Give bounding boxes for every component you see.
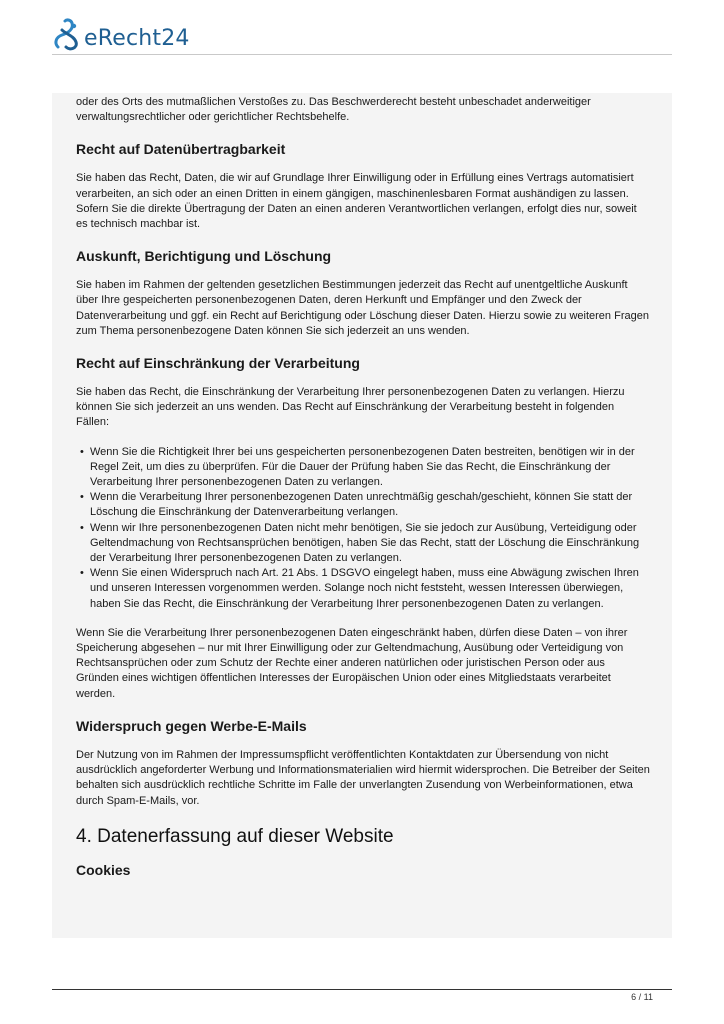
document-body [52,93,672,938]
erecht24-logo [52,16,190,52]
section-heading-einschraenkung: Recht auf Einschränkung der Verarbeitung [76,355,360,372]
list-item: • Wenn Sie einen Widerspruch nach Art. 21 Abs. 1 DSGVO eingelegt haben, muss eine Abwägung zwischen Ihren und unseren Interessen vorgenommen werden. Solange noch nicht feststeht, wessen Interessen überwiegen, haben Sie das Recht, die Einschränkung der Verarbeitung Ihrer personenbezogenen Daten zu verlangen. [80,567,639,610]
bullet-icon: • [80,521,84,534]
paragraph-datenuebertragbarkeit: Sie haben das Recht, Daten, die wir auf Grundlage Ihrer Einwilligung oder in Erfüllung eines Vertrags automatisiert verarbeiten, an sich oder an einen Dritten in einem gängigen, maschinenlesbaren Format aushändigen zu lassen. Sofern Sie die direkte Übertragung der Daten an einen anderen Verantwortlichen verlangen, erfolgt dies nur, soweit es technisch machbar ist. [76,172,637,231]
intro-paragraph: oder des Orts des mutmaßlichen Verstoßes zu. Das Beschwerderecht besteht unbeschadet anderweitiger verwaltungsrechtlicher oder gerichtlicher Rechtsbehelfe. [76,96,591,124]
section-heading-werbe-emails: Widerspruch gegen Werbe-E-Mails [76,717,307,734]
einschraenkung-list [76,445,650,612]
page-header [52,14,672,55]
page-number: 6 / 11 [631,992,653,1002]
paragraph-werbe-emails: Der Nutzung von im Rahmen der Impressumspflicht veröffentlichten Kontaktdaten zur Übersendung von nicht ausdrücklich angeforderter Werbung und Informationsmaterialien wird hiermit widersprochen. Die Betreiber der Seiten behalten sich ausdrücklich rechtliche Schritte im Falle der unverlangten Zusendung von Werbeinformationen, etwa durch Spam-E-Mails, vor. [76,748,650,807]
bullet-icon: • [80,445,84,458]
section-heading-auskunft: Auskunft, Berichtigung und Löschung [76,248,332,265]
section-heading-cookies: Cookies [76,861,131,878]
footer-divider [52,989,672,990]
logo-text: eRecht24 [84,26,190,51]
erecht24-logo-icon [52,16,84,52]
bullet-icon: • [80,491,84,504]
paragraph-einschraenkung-folgen: Wenn Sie die Verarbeitung Ihrer personenbezogenen Daten eingeschränkt haben, dürfen diese Daten – von ihrer Speicherung abgesehen – nur mit Ihrer Einwilligung oder zur Geltendmachung, Ausübung oder Verteidigung von Rechtsansprüchen oder zum Schutz der Rechte einer anderen natürlichen oder juristischen Person oder aus Gründen eines wichtigen öffentlichen Interesses der Europäischen Union oder eines Mitgliedstaats verarbeitet werden. [76,626,628,700]
paragraph-auskunft: Sie haben im Rahmen der geltenden gesetzlichen Bestimmungen jederzeit das Recht auf unentgeltliche Auskunft über Ihre gespeicherten personenbezogenen Daten, deren Herkunft und Empfänger und den Zweck der Datenverarbeitung und ggf. ein Recht auf Berichtigung oder Löschung dieser Daten. Hierzu sowie zu weiteren Fragen zum Thema personenbezogene Daten können Sie sich jederzeit an uns wenden. [76,279,649,337]
paragraph-einschraenkung: Sie haben das Recht, die Einschränkung der Verarbeitung Ihrer personenbezogenen Daten zu verlangen. Hierzu können Sie sich jederzeit an uns wenden. Das Recht auf Einschränkung der Verarbeitung besteht in folgenden Fällen: [76,386,625,429]
list-item: • Wenn die Verarbeitung Ihrer personenbezogenen Daten unrechtmäßig geschah/geschieht, können Sie statt der Löschung die Einschränkung der Datenverarbeitung verlangen. [80,491,633,519]
section-heading-datenuebertragbarkeit: Recht auf Datenübertragbarkeit [76,141,286,158]
bullet-icon: • [80,567,84,580]
chapter-heading: 4. Datenerfassung auf dieser Website [76,825,394,847]
list-item: • Wenn Sie die Richtigkeit Ihrer bei uns gespeicherten personenbezogenen Daten bestreiten, benötigen wir in der Regel Zeit, um dies zu überprüfen. Für die Dauer der Prüfung haben Sie das Recht, die Einschränkung der Verarbeitung Ihrer personenbezogenen Daten zu verlangen. [80,445,635,489]
list-item: • Wenn wir Ihre personenbezogenen Daten nicht mehr benötigen, Sie sie jedoch zur Ausübung, Verteidigung oder Geltendmachung von Rechtsansprüchen benötigen, haben Sie das Recht, statt der Löschung die Einschränkung der Verarbeitung Ihrer personenbezogenen Daten zu verlangen. [80,521,640,565]
